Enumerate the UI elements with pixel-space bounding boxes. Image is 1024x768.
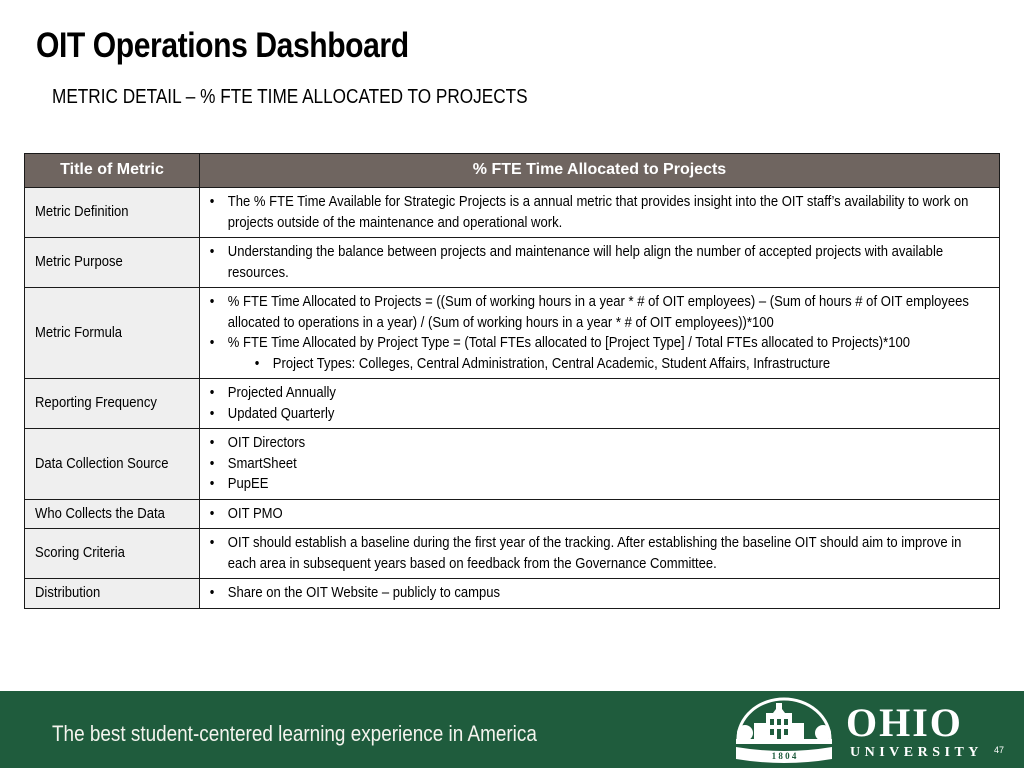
row-content-distribution [200,579,1000,609]
row-content-data-collection-source [200,429,1000,500]
logo-subtitle: UNIVERSITY [850,745,983,760]
sub-bullet-item: • Project Types: Colleges, Central Administration, Central Academic, Student Affairs, Infrastructure [208,354,986,375]
bullet-item: • OIT should establish a baseline during the first year of the tracking. After establishing the baseline OIT should aim to improve in each area in subsequent years based on feedback from the Governance Committee. [208,533,986,574]
bullet-item: • SmartSheet [208,454,986,475]
row-label-data-collection-source: Data Collection Source [25,429,200,500]
bullet-item: • OIT PMO [208,504,986,525]
bullet-item: • % FTE Time Allocated by Project Type = (Total FTEs allocated to [Project Type] / Total FTEs allocated to Projects)*100 [208,333,986,354]
footer-banner [0,691,1024,768]
row-content-metric-purpose [200,238,1000,288]
table-header-row [25,154,1000,188]
bullet-item: • PupEE [208,474,986,495]
row-content-who-collects-the-data [200,499,1000,529]
bullet-item: • OIT Directors [208,433,986,454]
bullet-item: • The % FTE Time Available for Strategic Projects is a annual metric that provides insight into the OIT staff’s availability to work on projects outside of the maintenance and operational work. [208,192,986,233]
ohio-university-seal-icon [732,697,836,763]
table-row [25,238,1000,288]
row-content-metric-definition [200,188,1000,238]
bullet-item: • Updated Quarterly [208,404,986,425]
table-row [25,379,1000,429]
row-label-who-collects-the-data: Who Collects the Data [25,499,200,529]
page-subtitle: METRIC DETAIL – % FTE TIME ALLOCATED TO PROJECTS [52,86,528,108]
table-row [25,499,1000,529]
row-content-reporting-frequency [200,379,1000,429]
row-label-scoring-criteria: Scoring Criteria [25,529,200,579]
page-number: 47 [994,745,1005,755]
footer-tagline: The best student-centered learning experience in America [52,721,537,746]
row-label-metric-formula: Metric Formula [25,288,200,379]
page-title: OIT Operations Dashboard [36,26,409,65]
logo-wordmark: OHIO [846,700,963,745]
table-row [25,429,1000,500]
bullet-item: • Understanding the balance between projects and maintenance will help align the number of accepted projects with available resources. [208,242,986,283]
table-row [25,529,1000,579]
table-header-value: % FTE Time Allocated to Projects [200,154,1000,188]
row-label-reporting-frequency: Reporting Frequency [25,379,200,429]
bullet-item: • Projected Annually [208,383,986,404]
row-content-metric-formula [200,288,1000,379]
table-row [25,288,1000,379]
metric-detail-table [24,153,1000,609]
row-label-distribution: Distribution [25,579,200,609]
row-content-scoring-criteria [200,529,1000,579]
bullet-item: • Share on the OIT Website – publicly to campus [208,583,986,604]
row-label-metric-purpose: Metric Purpose [25,238,200,288]
row-label-metric-definition: Metric Definition [25,188,200,238]
table-row [25,188,1000,238]
bullet-item: • % FTE Time Allocated to Projects = ((Sum of working hours in a year * # of OIT employees) – (Sum of hours # of OIT employees allocated to operations in a year) / (Sum of working hours in a year * # of OIT employees))*100 [208,292,986,333]
logo-year: 1 8 0 4 [771,751,797,761]
table-header-label: Title of Metric [25,154,200,188]
table-row [25,579,1000,609]
